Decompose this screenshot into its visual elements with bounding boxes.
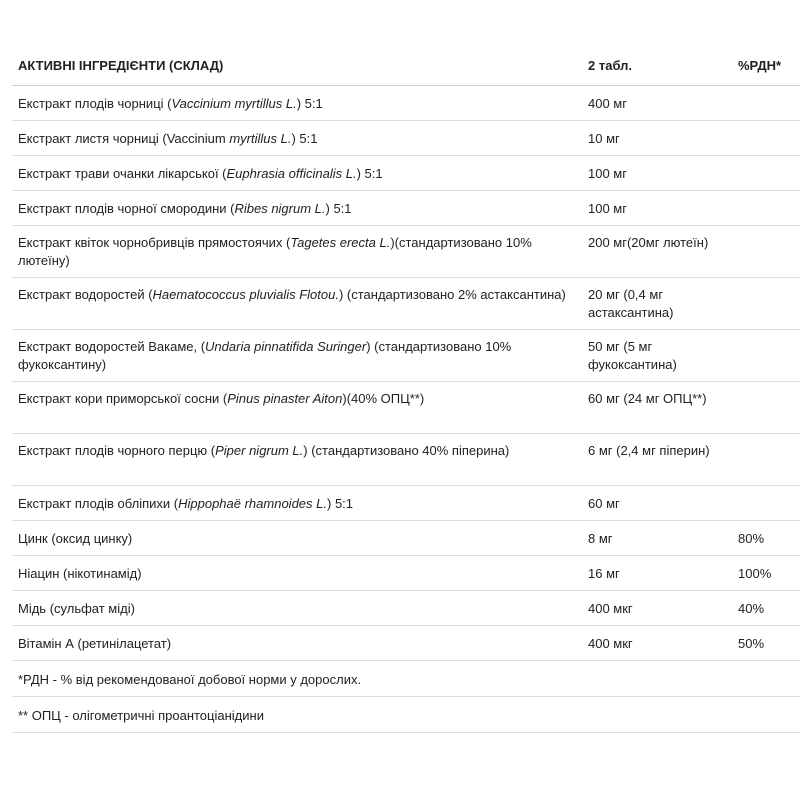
header-rdn: %РДН* <box>732 47 800 85</box>
ingredient-rdn <box>732 329 800 381</box>
ingredient-dose: 6 мг (2,4 мг піперин) <box>582 433 732 485</box>
ingredient-dose: 8 мг <box>582 520 732 555</box>
ingredient-name: Екстракт квіток чорнобривців прямостоячих (Tagetes erecta L.)(стандартизовано 10% лютеїну) <box>12 225 582 277</box>
ingredient-dose: 400 мкг <box>582 590 732 625</box>
ingredient-rdn <box>732 381 800 433</box>
ingredient-rdn <box>732 225 800 277</box>
ingredient-name: Екстракт плодів чорного перцю (Piper nigrum L.) (стандартизовано 40% піперина) <box>12 433 582 485</box>
ingredient-dose: 100 мг <box>582 190 732 225</box>
ingredient-name: Екстракт листя чорниці (Vaccinium myrtillus L.) 5:1 <box>12 120 582 155</box>
header-dose: 2 табл. <box>582 47 732 85</box>
table-header-row <box>12 47 800 85</box>
ingredient-name: Екстракт плодів обліпихи (Hippophaë rhamnoides L.) 5:1 <box>12 485 582 520</box>
ingredient-name: Екстракт водоростей (Haematococcus pluvialis Flotou.) (стандартизовано 2% астаксантина) <box>12 277 582 329</box>
ingredient-name: Екстракт кори приморської сосни (Pinus pinaster Aiton)(40% ОПЦ**) <box>12 381 582 433</box>
ingredient-dose: 50 мг (5 мг фукоксантина) <box>582 329 732 381</box>
ingredient-rdn <box>732 433 800 485</box>
table-row <box>12 381 800 433</box>
ingredient-dose: 400 мкг <box>582 625 732 660</box>
footnote-rdn-text: *РДН - % від рекомендованої добової норми у дорослих. <box>12 660 800 696</box>
ingredient-dose: 400 мг <box>582 85 732 120</box>
footnote-opc <box>12 696 800 732</box>
table-row <box>12 485 800 520</box>
table-row <box>12 277 800 329</box>
table-row <box>12 225 800 277</box>
ingredient-rdn <box>732 485 800 520</box>
ingredient-dose: 200 мг(20мг лютеїн) <box>582 225 732 277</box>
ingredient-name: Екстракт водоростей Вакаме, (Undaria pinnatifida Suringer) (стандартизовано 10% фукоксантину) <box>12 329 582 381</box>
ingredient-rdn: 80% <box>732 520 800 555</box>
ingredient-rdn: 100% <box>732 555 800 590</box>
ingredient-rdn <box>732 190 800 225</box>
ingredient-name: Екстракт плодів чорниці (Vaccinium myrtillus L.) 5:1 <box>12 85 582 120</box>
table-row <box>12 520 800 555</box>
ingredient-name: Ніацин (нікотинамід) <box>12 555 582 590</box>
ingredient-name: Цинк (оксид цинку) <box>12 520 582 555</box>
ingredient-rdn <box>732 155 800 190</box>
ingredient-rdn <box>732 85 800 120</box>
table-row <box>12 555 800 590</box>
footnote-rdn <box>12 660 800 696</box>
ingredient-dose: 60 мг (24 мг ОПЦ**) <box>582 381 732 433</box>
ingredient-name: Вітамін А (ретинілацетат) <box>12 625 582 660</box>
table-row <box>12 120 800 155</box>
table-row <box>12 85 800 120</box>
ingredients-table-container <box>12 47 800 733</box>
ingredient-name: Мідь (сульфат міді) <box>12 590 582 625</box>
ingredient-rdn <box>732 277 800 329</box>
ingredient-rdn: 40% <box>732 590 800 625</box>
table-row <box>12 590 800 625</box>
ingredient-dose: 16 мг <box>582 555 732 590</box>
ingredient-name: Екстракт трави очанки лікарської (Euphrasia officinalis L.) 5:1 <box>12 155 582 190</box>
table-row <box>12 433 800 485</box>
ingredient-dose: 100 мг <box>582 155 732 190</box>
table-row <box>12 329 800 381</box>
ingredient-name: Екстракт плодів чорної смородини (Ribes nigrum L.) 5:1 <box>12 190 582 225</box>
table-row <box>12 625 800 660</box>
table-row <box>12 190 800 225</box>
ingredient-dose: 20 мг (0,4 мг астаксантина) <box>582 277 732 329</box>
header-ingredients: АКТИВНІ ІНГРЕДІЄНТИ (СКЛАД) <box>12 47 582 85</box>
ingredient-rdn <box>732 120 800 155</box>
ingredients-table <box>12 47 800 733</box>
ingredient-dose: 60 мг <box>582 485 732 520</box>
footnote-opc-text: ** ОПЦ - олігометричні проантоціанідини <box>12 696 800 732</box>
ingredient-rdn: 50% <box>732 625 800 660</box>
table-row <box>12 155 800 190</box>
ingredient-dose: 10 мг <box>582 120 732 155</box>
